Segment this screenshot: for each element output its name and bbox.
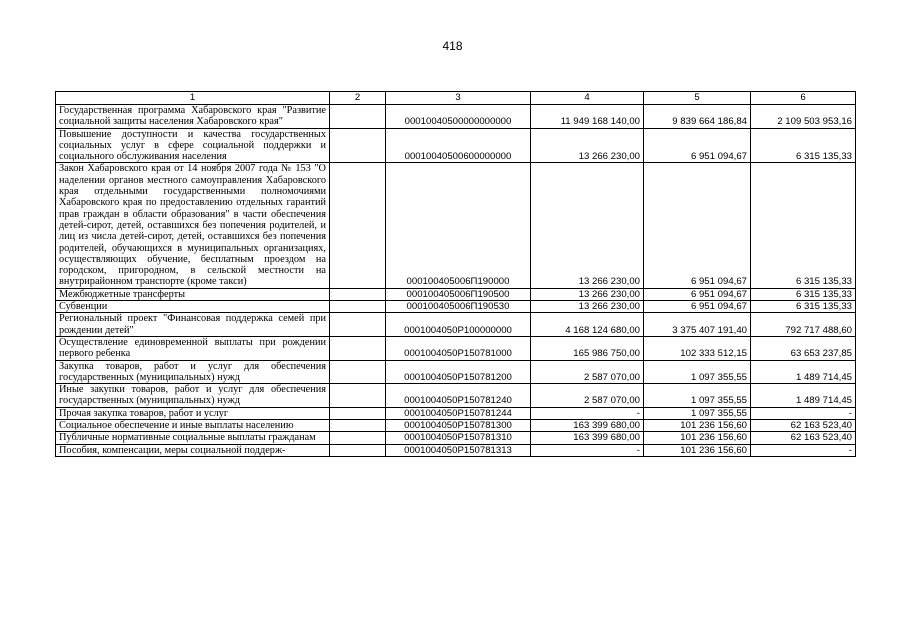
row-col2-cell [330, 163, 386, 288]
row-code-cell: 000100405006П190000 [386, 163, 531, 288]
table-row [56, 432, 856, 444]
column-header-1: 1 [56, 92, 330, 105]
row-name-cell: Иные закупки товаров, работ и услуг для обеспечения государственных (муниципальных) нужд [56, 384, 330, 408]
table-body [56, 105, 856, 457]
table-row [56, 444, 856, 456]
row-code-cell: 0001004050P150781300 [386, 420, 531, 432]
row-value6-cell: 6 315 135,33 [751, 301, 856, 313]
row-col2-cell [330, 301, 386, 313]
row-code-cell: 0001004050P100000000 [386, 313, 531, 337]
row-value6-cell: - [751, 407, 856, 419]
table-row [56, 163, 856, 288]
row-value5-cell: 101 236 156,60 [644, 420, 751, 432]
row-name-cell: Публичные нормативные социальные выплаты гражданам [56, 432, 330, 444]
row-value6-cell: 6 315 135,33 [751, 288, 856, 300]
row-col2-cell [330, 444, 386, 456]
row-value6-cell: 6 315 135,33 [751, 128, 856, 163]
row-value5-cell: 101 236 156,60 [644, 444, 751, 456]
row-code-cell: 0001004050P150781240 [386, 384, 531, 408]
table-row [56, 301, 856, 313]
row-col2-cell [330, 407, 386, 419]
column-header-4: 4 [531, 92, 644, 105]
row-col2-cell [330, 384, 386, 408]
row-value6-cell: 1 489 714,45 [751, 384, 856, 408]
column-header-5: 5 [644, 92, 751, 105]
row-value6-cell: 62 163 523,40 [751, 420, 856, 432]
row-name-cell: Социальное обеспечение и иные выплаты населению [56, 420, 330, 432]
row-value5-cell: 101 236 156,60 [644, 432, 751, 444]
row-code-cell: 0001004050P150781200 [386, 360, 531, 384]
table-row [56, 420, 856, 432]
row-code-cell: 000100405006П190530 [386, 301, 531, 313]
row-value4-cell: 165 986 750,00 [531, 336, 644, 360]
row-value5-cell: 6 951 094,67 [644, 288, 751, 300]
table-row [56, 384, 856, 408]
row-col2-cell [330, 128, 386, 163]
row-code-cell: 0001004050P150781310 [386, 432, 531, 444]
row-value4-cell: 13 266 230,00 [531, 163, 644, 288]
row-value5-cell: 6 951 094,67 [644, 301, 751, 313]
row-name-cell: Прочая закупка товаров, работ и услуг [56, 407, 330, 419]
row-value5-cell: 102 333 512,15 [644, 336, 751, 360]
row-value5-cell: 1 097 355,55 [644, 360, 751, 384]
row-col2-cell [330, 336, 386, 360]
row-code-cell: 00010040500000000000 [386, 105, 531, 129]
row-value6-cell: 63 653 237,85 [751, 336, 856, 360]
row-value5-cell: 9 839 664 186,84 [644, 105, 751, 129]
row-value4-cell: 4 168 124 680,00 [531, 313, 644, 337]
budget-table [55, 91, 856, 457]
row-value4-cell: 163 399 680,00 [531, 420, 644, 432]
row-value6-cell: 62 163 523,40 [751, 432, 856, 444]
row-code-cell: 0001004050P150781313 [386, 444, 531, 456]
table-row [56, 105, 856, 129]
row-value6-cell: 2 109 503 953,16 [751, 105, 856, 129]
row-value4-cell: - [531, 407, 644, 419]
row-col2-cell [330, 288, 386, 300]
table-header [56, 92, 856, 105]
row-name-cell: Закон Хабаровского края от 14 ноября 2007 года № 153 "О наделении органов местного самоуправления Хабаровского края отдельными государственными полномочиями Хабаровского края по предоставлению отдельных гарантий прав граждан в области образования" в части обеспечения детей-сирот, детей, оставшихся без попечения родителей, и лиц из числа детей-сирот, детей, оставшихся без попечения родителей, обучающихся в муниципальных организациях, осуществляющих обучение, бесплатным проездом на городском, пригородном, в сельской местности на внутрирайонном транспорте (кроме такси) [56, 163, 330, 288]
row-col2-cell [330, 360, 386, 384]
table-row [56, 313, 856, 337]
row-name-cell: Субвенции [56, 301, 330, 313]
page-number: 418 [442, 39, 463, 53]
column-header-3: 3 [386, 92, 531, 105]
row-value6-cell: - [751, 444, 856, 456]
row-value4-cell: 2 587 070,00 [531, 384, 644, 408]
row-name-cell: Повышение доступности и качества государственных социальных услуг в сфере социальной поддержки и социального обслуживания населения [56, 128, 330, 163]
row-name-cell: Государственная программа Хабаровского края "Развитие социальной защиты населения Хабаровского края" [56, 105, 330, 129]
row-name-cell: Региональный проект "Финансовая поддержка семей при рождении детей" [56, 313, 330, 337]
table-row [56, 288, 856, 300]
row-value4-cell: 13 266 230,00 [531, 288, 644, 300]
column-header-2: 2 [330, 92, 386, 105]
table-row [56, 407, 856, 419]
row-value5-cell: 1 097 355,55 [644, 407, 751, 419]
row-name-cell: Закупка товаров, работ и услуг для обеспечения государственных (муниципальных) нужд [56, 360, 330, 384]
table-row [56, 128, 856, 163]
row-col2-cell [330, 313, 386, 337]
row-code-cell: 000100405006П190500 [386, 288, 531, 300]
row-code-cell: 0001004050P150781244 [386, 407, 531, 419]
row-value6-cell: 6 315 135,33 [751, 163, 856, 288]
row-name-cell: Пособия, компенсации, меры социальной поддерж- [56, 444, 330, 456]
row-value4-cell: - [531, 444, 644, 456]
row-value4-cell: 13 266 230,00 [531, 301, 644, 313]
table-row [56, 336, 856, 360]
row-name-cell: Осуществление единовременной выплаты при рождении первого ребенка [56, 336, 330, 360]
row-value4-cell: 2 587 070,00 [531, 360, 644, 384]
row-code-cell: 0001004050P150781000 [386, 336, 531, 360]
row-value5-cell: 1 097 355,55 [644, 384, 751, 408]
table-row [56, 360, 856, 384]
row-name-cell: Межбюджетные трансферты [56, 288, 330, 300]
row-value5-cell: 6 951 094,67 [644, 163, 751, 288]
header-row [56, 92, 856, 105]
row-col2-cell [330, 105, 386, 129]
row-value4-cell: 163 399 680,00 [531, 432, 644, 444]
row-value5-cell: 6 951 094,67 [644, 128, 751, 163]
row-col2-cell [330, 420, 386, 432]
row-code-cell: 00010040500600000000 [386, 128, 531, 163]
row-value6-cell: 792 717 488,60 [751, 313, 856, 337]
row-value4-cell: 11 949 168 140,00 [531, 105, 644, 129]
column-header-6: 6 [751, 92, 856, 105]
row-value4-cell: 13 266 230,00 [531, 128, 644, 163]
row-value6-cell: 1 489 714,45 [751, 360, 856, 384]
row-value5-cell: 3 375 407 191,40 [644, 313, 751, 337]
row-col2-cell [330, 432, 386, 444]
